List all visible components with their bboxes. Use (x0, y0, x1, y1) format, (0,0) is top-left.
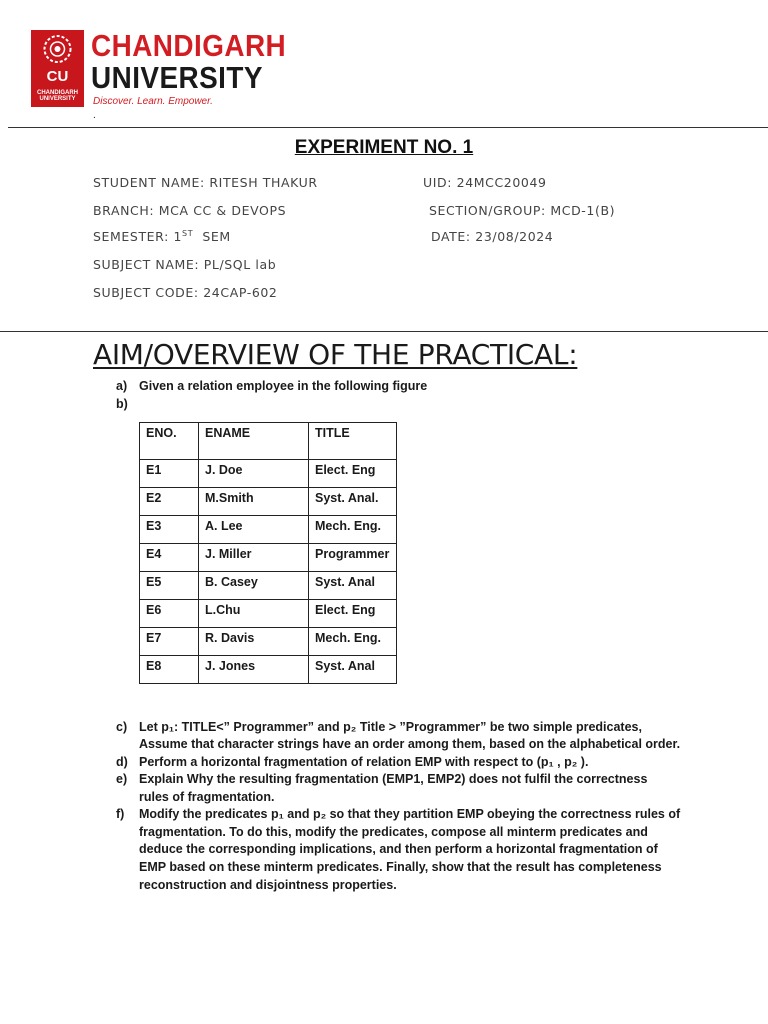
table-cell: J. Doe (199, 460, 309, 488)
item-d-line1: Perform a horizontal fragmentation of relation EMP with respect to (p₁ , p₂ ). (139, 755, 589, 769)
semester (93, 229, 231, 244)
item-d-label: d) (116, 755, 128, 769)
table-cell: E4 (140, 544, 199, 572)
table-header-cell: ENO. (140, 423, 199, 460)
subject-name: SUBJECT NAME: PL/SQL lab (93, 257, 277, 272)
table-cell: M.Smith (199, 488, 309, 516)
item-e-line1: Explain Why the resulting fragmentation (EMP1, EMP2) does not fulfil the correctness (139, 772, 648, 786)
logo-box-caption-line1: CHANDIGARH (37, 90, 78, 96)
table-row (140, 572, 397, 600)
table-cell: E6 (140, 600, 199, 628)
table-header-cell: ENAME (199, 423, 309, 460)
table-row (140, 488, 397, 516)
item-c-label: c) (116, 720, 128, 734)
table-row (140, 628, 397, 656)
table-cell: L.Chu (199, 600, 309, 628)
table-cell: E3 (140, 516, 199, 544)
table-cell: Elect. Eng (309, 600, 397, 628)
item-b-label: b) (116, 397, 128, 411)
employee-table (139, 422, 397, 684)
table-cell: Syst. Anal (309, 572, 397, 600)
stray-dot: . (93, 110, 96, 121)
header-divider-top (8, 127, 768, 128)
aim-heading: AIM/OVERVIEW OF THE PRACTICAL: (93, 338, 578, 371)
logo-tagline: Discover. Learn. Empower. (93, 96, 213, 107)
table-cell: Elect. Eng (309, 460, 397, 488)
table-header-row (140, 423, 397, 460)
table-cell: Programmer (309, 544, 397, 572)
table-cell: Syst. Anal. (309, 488, 397, 516)
table-cell: Syst. Anal (309, 656, 397, 684)
header-divider-bottom (0, 331, 768, 332)
semester-suffix: SEM (202, 229, 231, 245)
table-cell: J. Miller (199, 544, 309, 572)
semester-superscript: ST (182, 229, 194, 238)
experiment-title: EXPERIMENT NO. 1 (294, 137, 474, 158)
item-c-line2: Assume that character strings have an order among them, based on the alphabetical order. (139, 737, 681, 751)
table-cell: J. Jones (199, 656, 309, 684)
logo-cu-text: CU (46, 68, 69, 85)
table-row (140, 600, 397, 628)
section-group: SECTION/GROUP: MCD-1(B) (429, 203, 616, 218)
logo-box-caption (31, 90, 84, 102)
table-cell: Mech. Eng. (309, 516, 397, 544)
table-cell: E1 (140, 460, 199, 488)
item-c-line1: Let p₁: TITLE<” Programmer” and p₂ Title > ”Programmer” be two simple predicates, (139, 720, 642, 734)
item-a-label: a) (116, 379, 128, 393)
table-cell: E7 (140, 628, 199, 656)
item-f-line2: fragmentation. To do this, modify the predicates, compose all minterm predicates and (139, 825, 648, 839)
item-f-label: f) (116, 807, 125, 821)
table-cell: A. Lee (199, 516, 309, 544)
table-row (140, 544, 397, 572)
table-header-cell: TITLE (309, 423, 397, 460)
item-f-line3: deduce the corresponding implications, and then perform a horizontal fragmentation of (139, 842, 658, 856)
item-e-label: e) (116, 772, 128, 786)
university-logo (31, 28, 287, 110)
table-cell: B. Casey (199, 572, 309, 600)
student-name: STUDENT NAME: RITESH THAKUR (93, 175, 318, 190)
table-cell: Mech. Eng. (309, 628, 397, 656)
branch: BRANCH: MCA CC & DEVOPS (93, 203, 287, 218)
item-f-line4: EMP based on these minterm predicates. Finally, show that the result has completeness (139, 860, 662, 874)
item-e-line2: rules of fragmentation. (139, 790, 275, 804)
item-f-line5: reconstruction and disjointness properties. (139, 878, 397, 892)
date: DATE: 23/08/2024 (431, 229, 554, 244)
subject-code: SUBJECT CODE: 24CAP-602 (93, 285, 278, 300)
table-row (140, 656, 397, 684)
semester-prefix: SEMESTER: 1 (93, 229, 183, 245)
logo-box-caption-line2: UNIVERSITY (39, 96, 76, 102)
table-cell: E5 (140, 572, 199, 600)
logo-title-line2: UNIVERSITY (91, 60, 263, 95)
table-row (140, 460, 397, 488)
table-cell: E8 (140, 656, 199, 684)
item-f-line1: Modify the predicates p₁ and p₂ so that they partition EMP obeying the correctness rules of (139, 807, 681, 821)
item-a-text: Given a relation employee in the following figure (139, 379, 428, 393)
logo-title-line1: CHANDIGARH (91, 28, 287, 63)
table-cell: R. Davis (199, 628, 309, 656)
uid: UID: 24MCC20049 (423, 175, 547, 190)
table-cell: E2 (140, 488, 199, 516)
table-row (140, 516, 397, 544)
